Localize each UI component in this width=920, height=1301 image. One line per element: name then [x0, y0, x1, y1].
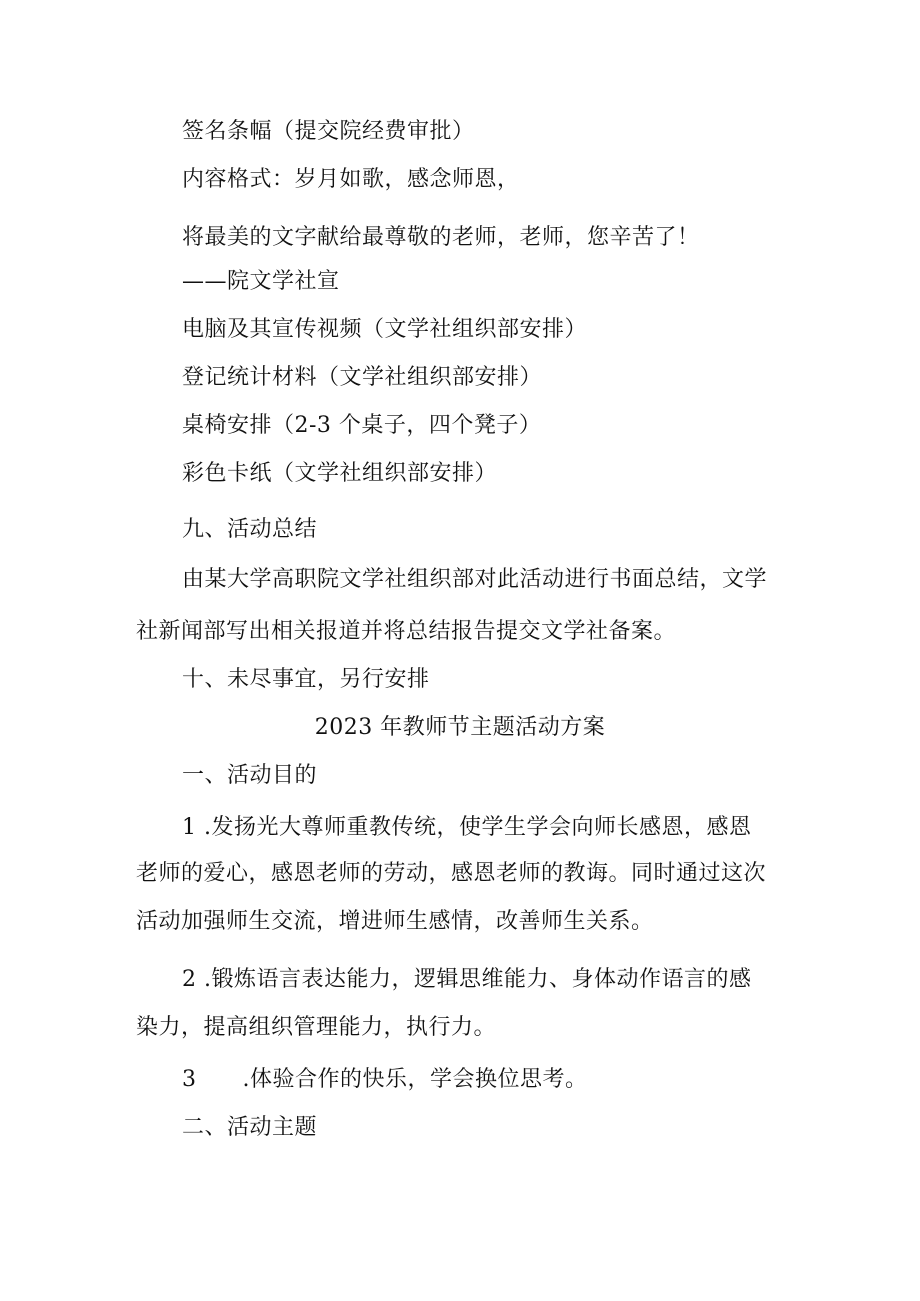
purpose-item-3-number: 3: [182, 1067, 197, 1092]
content-format-line: 内容格式：岁月如歌，感念师恩，: [182, 167, 520, 192]
purpose-item-1-line-2: 老师的爱心，感恩老师的劳动，感恩老师的教诲。同时通过这次: [136, 861, 767, 886]
purpose-item-3-text: .体验合作的快乐，学会换位思考。: [242, 1067, 588, 1092]
item-computer-video: 电脑及其宣传视频（文学社组织部安排）: [182, 317, 588, 342]
item-tables-chairs: 桌椅安排（2-3 个桌子，四个凳子）: [182, 413, 542, 438]
section-heading-theme: 二、活动主题: [182, 1115, 318, 1140]
document-title: 2023 年教师节主题活动方案: [314, 715, 606, 740]
item-signature-banner: 签名条幅（提交院经费审批）: [182, 119, 475, 144]
purpose-item-3: [182, 1066, 588, 1094]
banner-text-line: 将最美的文字献给最尊敬的老师，老师，您辛苦了！: [182, 225, 700, 250]
item-color-cardstock: 彩色卡纸（文学社组织部安排）: [182, 461, 498, 486]
purpose-item-2-line-2: 染力，提高组织管理能力，执行力。: [136, 1015, 497, 1040]
section-heading-other-matters: 十、未尽事宜，另行安排: [182, 667, 430, 692]
summary-paragraph-line-2: 社新闻部写出相关报道并将总结报告提交文学社备案。: [136, 619, 677, 644]
purpose-item-1-line-1: 1 .发扬光大尊师重教传统，使学生学会向师长感恩，感恩: [182, 815, 752, 840]
section-heading-purpose: 一、活动目的: [182, 763, 318, 788]
summary-paragraph-line-1: 由某大学高职院文学社组织部对此活动进行书面总结，文学: [182, 567, 768, 592]
banner-signoff: ——院文学社宣: [182, 269, 340, 294]
purpose-item-2-line-1: 2 .锻炼语言表达能力，逻辑思维能力、身体动作语言的感: [182, 967, 752, 992]
section-heading-summary: 九、活动总结: [182, 517, 318, 542]
purpose-item-1-line-3: 活动加强师生交流，增进师生感情，改善师生关系。: [136, 909, 654, 934]
item-registration-materials: 登记统计材料（文学社组织部安排）: [182, 365, 543, 390]
